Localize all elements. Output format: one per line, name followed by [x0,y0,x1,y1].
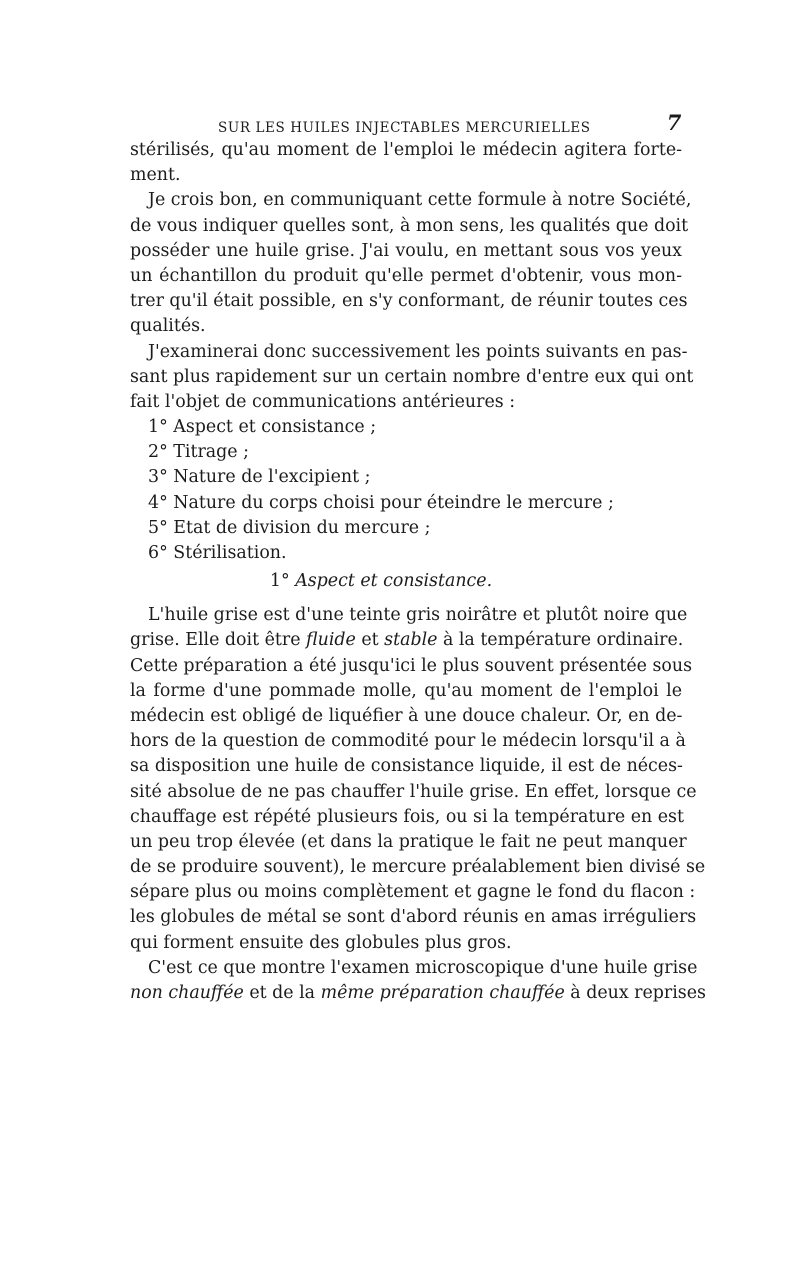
text-line: L'huile grise est d'une teinte gris noirâtre et plutôt noire que [148,605,688,626]
text-line: de vous indiquer quelles sont, à mon sens, les qualités que doit [130,215,689,236]
list-item: 5° Etat de division du mercure ; [148,517,431,538]
text-line: ment. [130,165,181,186]
section-heading [130,566,682,597]
book-page [130,110,706,1006]
italic-term: même préparation chauffée [320,983,565,1003]
topics-list [130,415,682,566]
intro-paragraphs [130,138,694,415]
text-line: non chauffée et de la même préparation chauffée à deux reprises [130,983,706,1003]
text-line: J'examinerai donc successivement les points suivants en pas- [148,341,688,362]
list-item: 6° Stérilisation. [148,543,287,563]
italic-term: non chauffée [130,983,244,1003]
list-item: 3° Nature de l'excipient ; [148,467,371,488]
text-line: hors de la question de commodité pour le médecin lorsqu'il a à [130,731,686,752]
text-line: grise. Elle doit être fluide et stable à la température ordinaire. [130,630,684,651]
running-header [130,110,682,138]
text-line: médecin est obligé de liquéfier à une douce chaleur. Or, en de- [130,705,683,726]
text-line: les globules de métal se sont d'abord réunis en amas irréguliers [130,907,697,928]
text-line: un échantillon du produit qu'elle permet d'obtenir, vous mon- [130,265,682,286]
text-line: qui forment ensuite des globules plus gros. [130,932,512,953]
text-line: sépare plus ou moins complètement et gagne le fond du flacon : [130,882,696,903]
text-line: fait l'objet de communications antérieures : [130,391,516,412]
list-item: 1° Aspect et consistance ; [148,417,377,438]
italic-term: stable [384,630,438,651]
running-title: SUR LES HUILES INJECTABLES MERCURIELLES [218,120,591,136]
text-line: sité absolue de ne pas chauffer l'huile grise. En effet, lorsque ce [130,781,697,802]
page-number: 7 [666,110,682,135]
text-line: trer qu'il était possible, en s'y conformant, de réunir toutes ces [130,291,688,312]
list-item: 2° Titrage ; [148,442,249,463]
section-number: 1° [269,571,290,592]
section-title: Aspect et consistance. [295,571,493,592]
text-line: un peu trop élevée (et dans la pratique le fait ne peut manquer [130,831,687,852]
text-line: posséder une huile grise. J'ai voulu, en mettant sous vos yeux [130,240,682,261]
text-line: C'est ce que montre l'examen microscopique d'une huile grise [148,957,698,978]
text-line: sa disposition une huile de consistance liquide, il est de néces- [130,756,683,777]
text-line: qualités. [130,316,206,337]
text-line: de se produire souvent), le mercure préalablement bien divisé se [130,857,706,878]
body-paragraphs [130,603,706,1006]
text-line: la forme d'une pommade molle, qu'au moment de l'emploi le [130,680,682,701]
text-line: chauffage est répété plusieurs fois, ou si la température en est [130,806,684,827]
italic-term: fluide [306,630,356,651]
text-line: sant plus rapidement sur un certain nombre d'entre eux qui ont [130,366,694,387]
text-line: stérilisés, qu'au moment de l'emploi le médecin agitera forte- [130,140,682,160]
text-line: Je crois bon, en communiquant cette formule à notre Société, [148,190,692,211]
text-line: Cette préparation a été jusqu'ici le plus souvent présentée sous [130,655,693,676]
list-item: 4° Nature du corps choisi pour éteindre le mercure ; [148,492,614,513]
